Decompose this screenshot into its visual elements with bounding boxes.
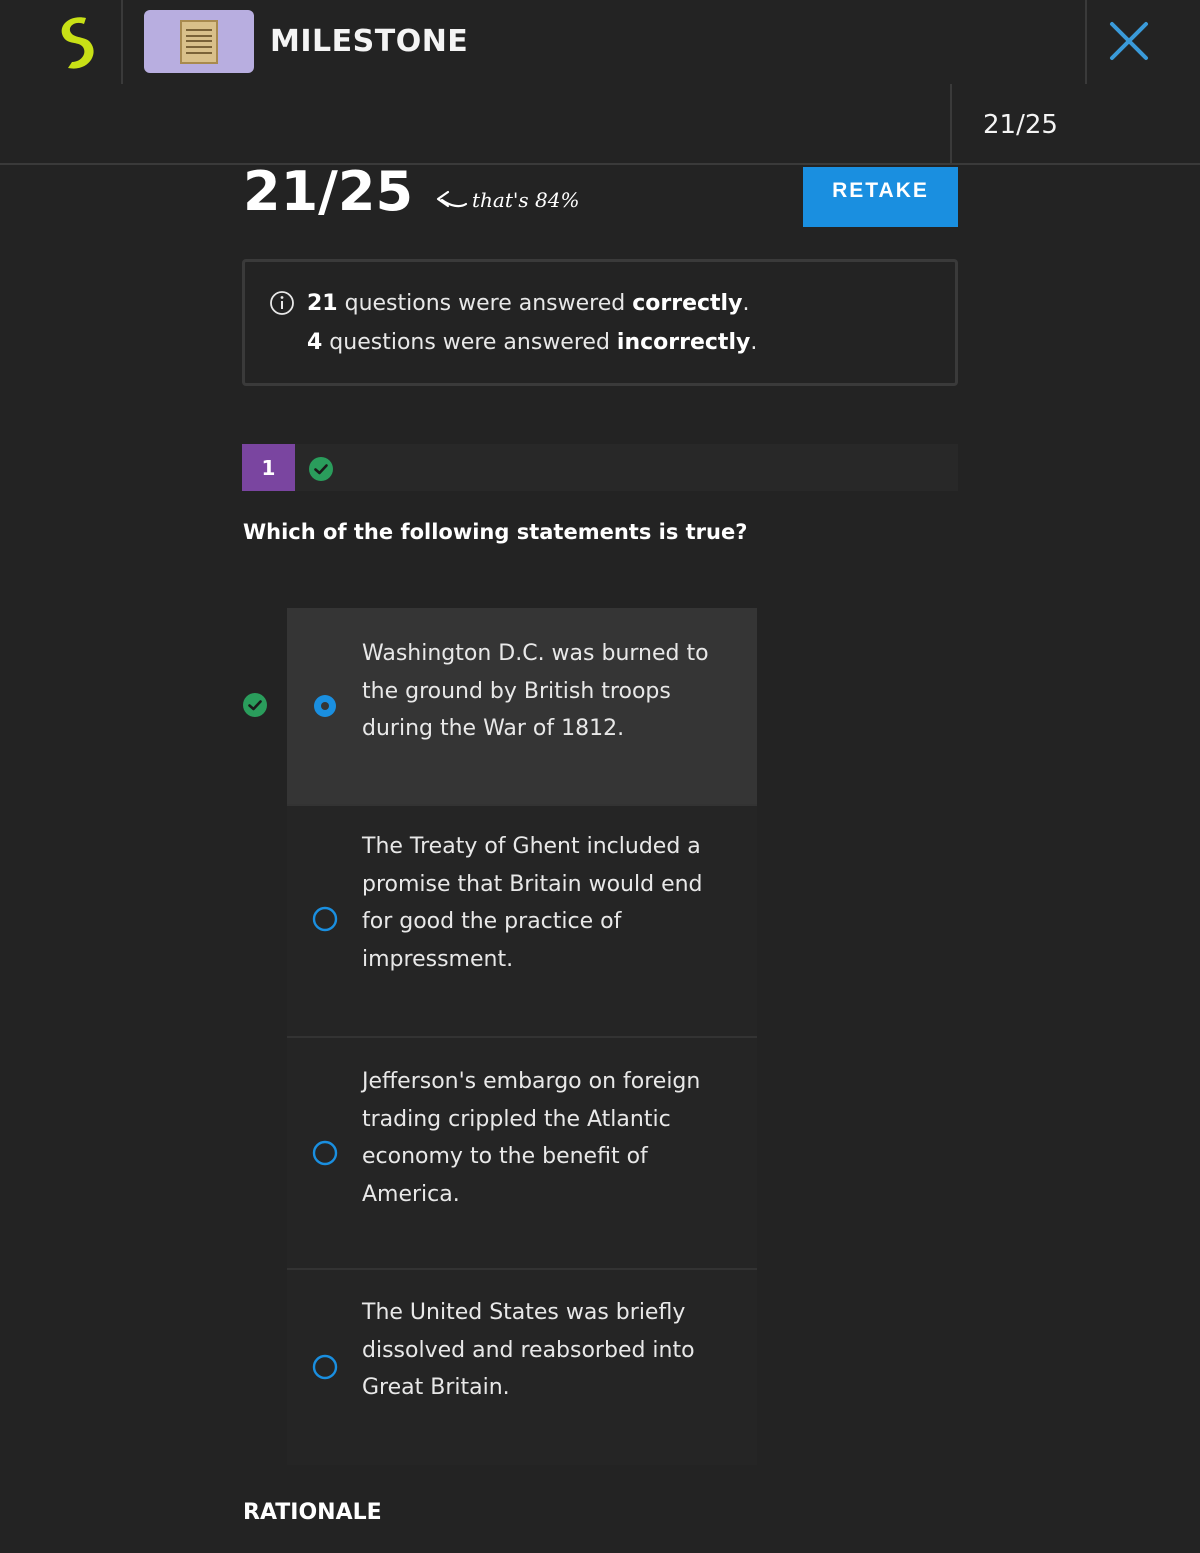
answer-option-text: The Treaty of Ghent included a promise that Britain would end for good the practice of impressment.: [362, 834, 703, 972]
answer-option-text: Jefferson's embargo on foreign trading crippled the Atlantic economy to the benefit of America.: [362, 1069, 701, 1207]
correct-word: correctly: [632, 291, 743, 316]
top-bar: [0, 0, 1200, 84]
incorrect-mid-text: questions were answered: [322, 330, 617, 355]
close-icon[interactable]: [1106, 18, 1152, 64]
correct-check-icon: [308, 456, 334, 482]
milestone-thumbnail: [144, 10, 254, 73]
document-scroll-icon: [180, 20, 218, 64]
app-title: MILESTONE: [270, 24, 469, 59]
score-counter: 21/25: [983, 110, 1058, 140]
header-divider: [121, 0, 123, 84]
radio-selected-icon[interactable]: [312, 693, 338, 719]
answer-option[interactable]: [287, 1270, 757, 1465]
answer-option[interactable]: [287, 1038, 757, 1268]
radio-unselected-icon[interactable]: [312, 906, 338, 932]
info-icon: [269, 290, 295, 316]
progress-bar: [0, 84, 1200, 165]
correct-summary: [307, 289, 749, 319]
correct-answer-check-icon: [242, 692, 268, 718]
period: .: [750, 330, 758, 355]
correct-mid-text: questions were answered: [337, 291, 633, 316]
header-divider: [1085, 0, 1087, 84]
question-number-badge: 1: [242, 444, 295, 491]
retake-button[interactable]: RETAKE: [803, 167, 958, 227]
radio-unselected-icon[interactable]: [312, 1140, 338, 1166]
answer-option[interactable]: [287, 608, 757, 804]
results-summary: [242, 259, 958, 386]
percent-note: that's 84%: [472, 188, 580, 212]
incorrect-word: incorrectly: [616, 330, 751, 355]
answer-option[interactable]: [287, 806, 757, 1036]
subbar-divider: [950, 84, 952, 165]
period: .: [742, 291, 750, 316]
incorrect-summary: [307, 328, 757, 358]
incorrect-count: 4: [307, 330, 323, 355]
result-score: 21/25: [243, 160, 414, 223]
radio-unselected-icon[interactable]: [312, 1354, 338, 1380]
curved-arrow-icon: [434, 186, 470, 214]
rationale-heading: RATIONALE: [243, 1500, 382, 1525]
question-header: [242, 444, 958, 491]
question-prompt: Which of the following statements is true?: [243, 520, 748, 544]
answer-option-text: The United States was briefly dissolved and reabsorbed into Great Britain.: [362, 1300, 695, 1400]
sophia-logo-icon[interactable]: [48, 12, 104, 72]
correct-count: 21: [307, 291, 338, 316]
answer-option-text: Washington D.C. was burned to the ground by British troops during the War of 1812.: [362, 641, 709, 741]
